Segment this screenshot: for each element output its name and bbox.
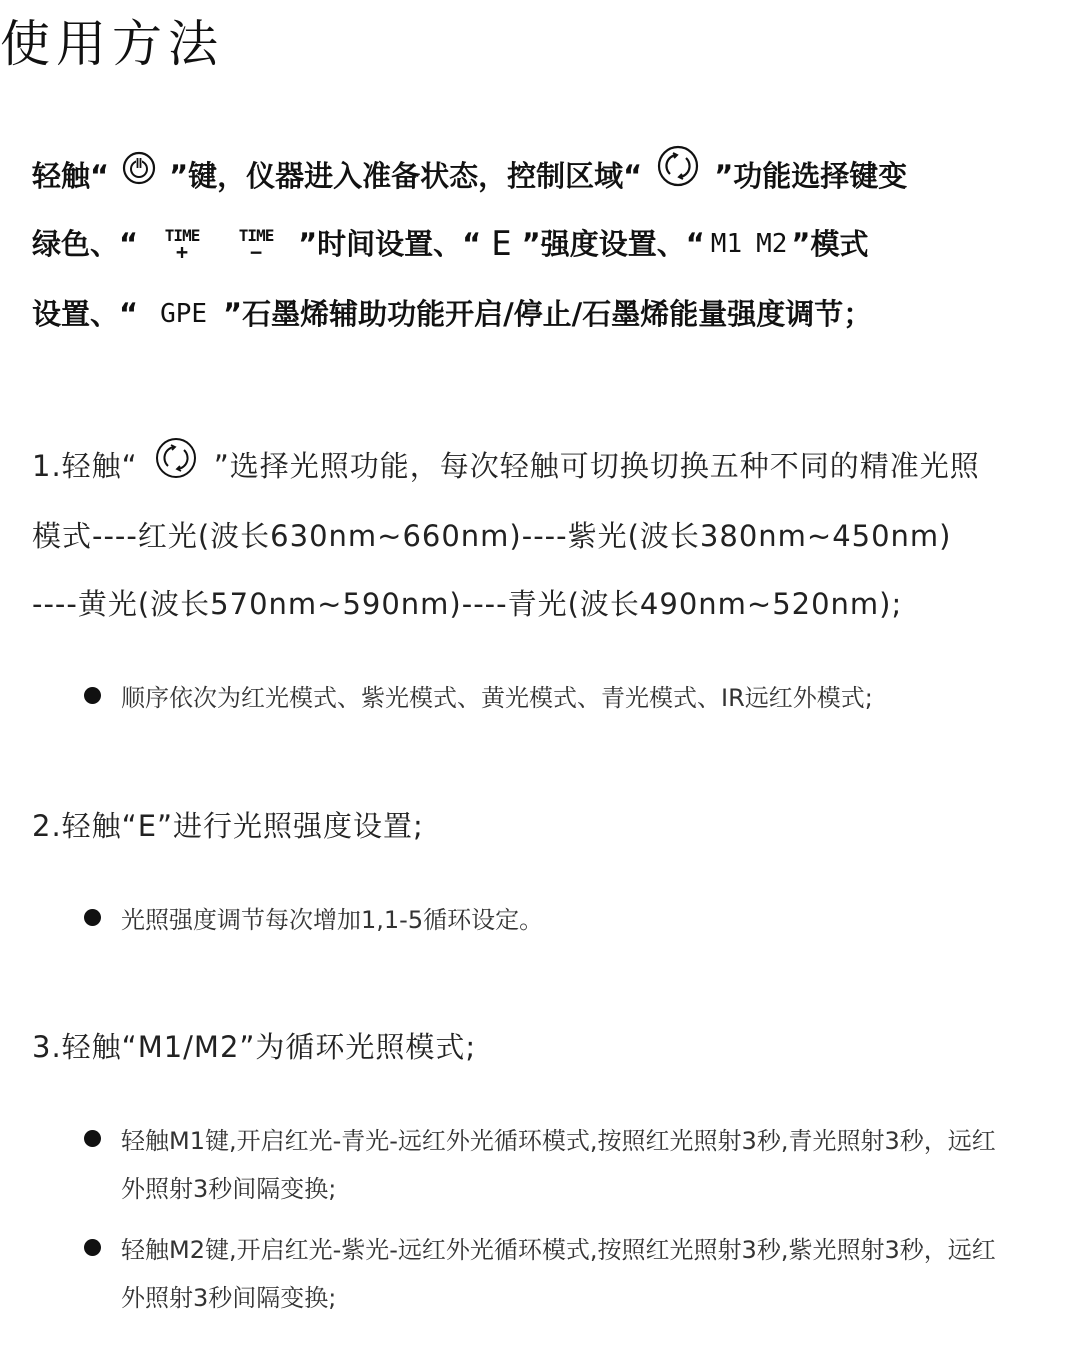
bullet-text: 顺序依次为红光模式、紫光模式、黄光模式、青光模式、IR远红外模式; (121, 684, 873, 712)
section3-title: 3.轻触“M1/M2”为循环光照模式; (32, 1030, 477, 1064)
power-icon (121, 146, 157, 206)
section1-text: 1.轻触“ (32, 449, 138, 483)
cycle-icon (656, 144, 700, 208)
intro-text: ”功能选择键变 (714, 159, 908, 193)
section1-text: ”选择光照功能，每次轻触可切换切换五种不同的精准光照 (213, 449, 980, 483)
section1-line-1 (32, 440, 980, 492)
time-plus-label: TIME (164, 226, 200, 245)
bullet-dot (84, 1239, 101, 1256)
intro-line-3 (32, 284, 872, 344)
intro-line-2 (32, 214, 868, 274)
bullet-dot (84, 909, 101, 926)
time-plus-sign: + (176, 240, 189, 264)
intro-text: ”强度设置、“ (521, 227, 705, 261)
bullet-dot (84, 687, 101, 704)
m2-key-icon: M2 (756, 229, 788, 259)
intro-text: ”模式 (791, 227, 869, 261)
time-minus-label: TIME (238, 226, 274, 245)
cycle-icon (154, 436, 198, 496)
intro-text: ”时间设置、“ (298, 227, 482, 261)
time-minus-key-icon (230, 226, 282, 264)
section1-line-3: ----黄光(波长570nm~590nm)----青光(波长490nm~520nm); (32, 587, 903, 621)
e-key-icon: E (491, 224, 512, 264)
section3-bullet-1 (84, 1117, 1001, 1213)
bullet-text: 轻触M1键,开启红光-青光-远红外光循环模式,按照红光照射3秒,青光照射3秒，远红外照射3秒间隔变换; (121, 1127, 996, 1203)
bullet-text: 轻触M2键,开启红光-紫光-远红外光循环模式,按照红光照射3秒,紫光照射3秒，远红外照射3秒间隔变换; (121, 1236, 996, 1312)
gpe-key-icon: GPE (160, 299, 208, 329)
intro-text: ”键，仪器进入准备状态，控制区域“ (169, 159, 643, 193)
page-title: 使用方法 (0, 15, 224, 73)
intro-text: ”石墨烯辅助功能开启/停止/石墨烯能量强度调节； (223, 297, 873, 331)
bullet-dot (84, 1130, 101, 1147)
section1-bullet (84, 674, 1001, 722)
intro-text: 轻触“ (32, 159, 110, 193)
time-plus-key-icon (156, 226, 208, 264)
section2-title: 2.轻触“E”进行光照强度设置; (32, 809, 424, 843)
m1-key-icon: M1 (710, 229, 743, 259)
section3-bullet-2 (84, 1226, 1001, 1322)
intro-text: 绿色、“ (32, 227, 139, 261)
section2-bullet (84, 896, 1001, 944)
time-minus-sign: − (250, 240, 263, 264)
intro-text: 设置、“ (32, 297, 139, 331)
bullet-text: 光照强度调节每次增加1,1-5循环设定。 (121, 906, 544, 934)
intro-line-1 (32, 146, 907, 206)
section1-line-2: 模式----红光(波长630nm~660nm)----紫光(波长380nm~450nm) (32, 519, 952, 553)
